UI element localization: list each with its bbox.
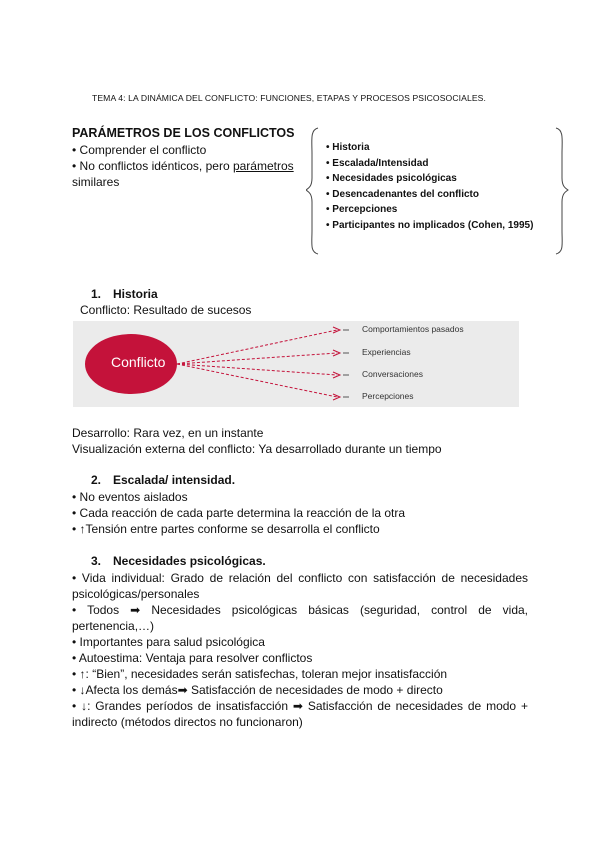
params-underlined-word: parámetros bbox=[232, 159, 294, 173]
list-item-continued: pertenencia,…) bbox=[72, 619, 155, 633]
section-number: 3. bbox=[91, 554, 102, 568]
section-heading-escalada bbox=[91, 473, 235, 487]
list-item: • Importantes para salud psicológica bbox=[72, 635, 265, 649]
params-line-1: • Comprender el conflicto bbox=[72, 143, 207, 157]
brace-list bbox=[326, 140, 548, 234]
list-item: • Vida individual: Grado de relación del conflicto con satisfacción de necesidades bbox=[72, 571, 528, 585]
historia-notes bbox=[72, 425, 442, 457]
diagram-outcome: Experiencias bbox=[362, 347, 411, 357]
list-item-continued: psicológicas/personales bbox=[72, 587, 200, 601]
section-heading-historia bbox=[91, 287, 158, 301]
diagram-outcome: Comportamientos pasados bbox=[362, 324, 464, 334]
params-line-2-text: • No conflictos idénticos, pero bbox=[72, 159, 233, 173]
conflict-diagram bbox=[73, 321, 519, 407]
arrow-head bbox=[333, 327, 340, 333]
list-item: • No eventos aislados bbox=[72, 490, 188, 504]
list-item: • Cada reacción de cada parte determina la reacción de la otra bbox=[72, 506, 406, 520]
section-number: 1. bbox=[91, 287, 102, 301]
list-item: • Autoestima: Ventaja para resolver conflictos bbox=[72, 651, 313, 665]
list-item-continued: indirecto (métodos directos no funcionaron) bbox=[72, 715, 303, 729]
list-item: • ↑: “Bien”, necesidades serán satisfechas, toleran mejor insatisfacción bbox=[72, 667, 448, 681]
brace-item: • Necesidades psicológicas bbox=[326, 173, 457, 185]
section-heading-necesidades bbox=[91, 554, 266, 568]
diagram-center-label: Conflicto bbox=[111, 354, 166, 370]
list-item: • ↓Afecta los demás➡ Satisfacción de necesidades de modo + directo bbox=[72, 683, 443, 697]
list-item: • ↓: Grandes períodos de insatisfacción ➡ Satisfacción de necesidades de modo + bbox=[72, 699, 528, 713]
section-title: Escalada/ intensidad. bbox=[113, 473, 236, 487]
diagram-outcome: Conversaciones bbox=[362, 369, 423, 379]
historia-note: Visualización externa del conflicto: Ya desarrollado durante un tiempo bbox=[72, 442, 442, 456]
section-title: Necesidades psicológicas. bbox=[113, 554, 266, 568]
section-number: 2. bbox=[91, 473, 102, 487]
brace-item: • Escalada/Intensidad bbox=[326, 157, 429, 169]
historia-subtitle: Conflicto: Resultado de sucesos bbox=[80, 303, 252, 317]
params-line-2 bbox=[72, 158, 294, 174]
arrow-line bbox=[177, 353, 337, 364]
arrow-line bbox=[177, 364, 337, 375]
necesidades-list bbox=[72, 570, 528, 730]
arrow-line bbox=[177, 364, 337, 397]
brace-item: • Desencadenantes del conflicto bbox=[326, 188, 479, 200]
brace-item: • Percepciones bbox=[326, 204, 398, 216]
historia-note: Desarrollo: Rara vez, en un instante bbox=[72, 426, 264, 440]
params-list bbox=[72, 142, 294, 190]
escalada-list bbox=[72, 489, 405, 537]
params-line-3: similares bbox=[72, 175, 120, 189]
list-item: • Todos ➡ Necesidades psicológicas básicas (seguridad, control de vida, bbox=[72, 603, 528, 617]
list-item: • ↑Tensión entre partes conforme se desarrolla el conflicto bbox=[72, 522, 380, 536]
brace-item: • Historia bbox=[326, 142, 370, 153]
document-header: TEMA 4: LA DINÁMICA DEL CONFLICTO: FUNCIONES, ETAPAS Y PROCESOS PSICOSOCIALES. bbox=[92, 93, 486, 103]
section-title: Historia bbox=[113, 287, 158, 301]
params-title: PARÁMETROS DE LOS CONFLICTOS bbox=[72, 126, 295, 140]
diagram-outcome: Percepciones bbox=[362, 391, 414, 401]
brace-item: • Participantes no implicados (Cohen, 1995) bbox=[326, 219, 534, 231]
